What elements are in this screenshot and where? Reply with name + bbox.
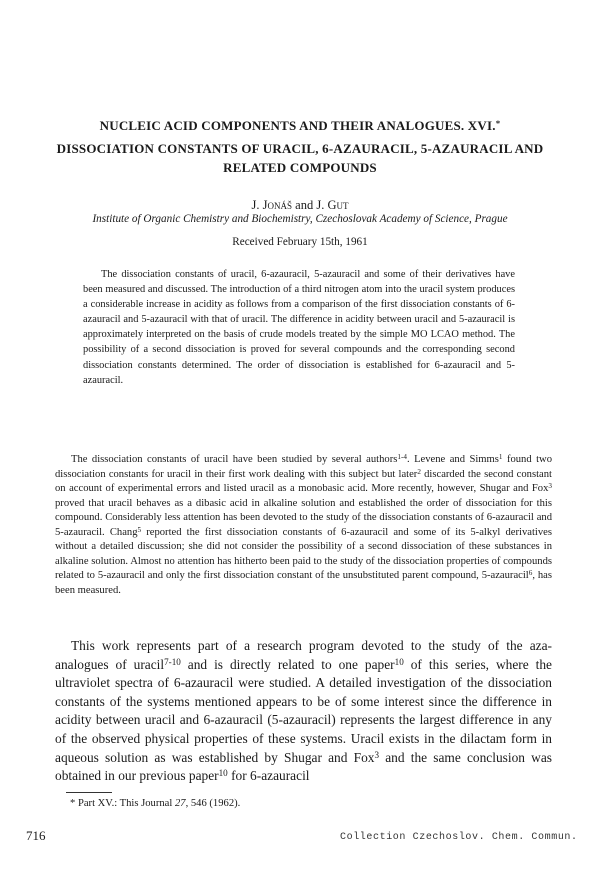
citation: 3 [548, 481, 552, 490]
citation: 1 [498, 452, 503, 461]
article-title-line2: DISSOCIATION CONSTANTS OF URACIL, 6-AZAURACIL, 5-AZAURACIL AND RELATED COMPOUNDS [56, 141, 544, 175]
citation: 10 [218, 768, 228, 779]
title-footnote-mark: * [495, 118, 501, 129]
footnote-volume: 27 [174, 798, 186, 809]
footnote-rule [66, 792, 112, 793]
page-number: 716 [26, 828, 46, 843]
body-paragraph: This work represents part of a research program devoted to the study of the aza-analogues of uracil$^{7-10}$ and is directly related to one paper$^{10}$ of this series, where the ultraviolet spectra of 6-azauracil were studied. A detailed investigation of the dissociation constants of the systems mentioned appears to be of some interest since the difference in acidity between uracil and 6-azauracil (5-azauracil) represents the largest difference in any of the observed physical properties of these systems. Uracil exists in the dilactam form in aqueous solution as was established by Shugar and Fox$^3$ and the same conclusion was obtained in our previous paper$^{10}$ for 6-azauracil [55, 638, 552, 784]
citation: 7-10 [164, 656, 181, 667]
citation: 1-4 [397, 452, 407, 461]
footnote: * Part XV.: This Journal 27, 546 (1962). [70, 798, 241, 809]
citation: 6 [528, 569, 533, 578]
author-conjunction: and [295, 198, 314, 212]
intro-paragraph: The dissociation constants of uracil have been studied by several authors$^{1-4}$. Levene and Simms$^1$ found two dissociation constants for uracil in their first work dealing with this subject but later$^2$ discarded the second constant on account of experimental errors and listed uracil as a monobasic acid. More recently, however, Shugar and Fox$^3$ proved that uracil behaves as a dibasic acid in alkaline solution and established the order of dissociation for this compound. Considerably less attention has been devoted to the study of the dissociation constants of 6-azauracil and 5-azauracil. Chang$^5$ reported the first dissociation constants of 6-azauracil and some of its 5-alkyl derivatives without a detailed discussion; she did not consider the possibility of a second dissociation of these substances in alkaline solution. Almost no attention has hitherto been paid to the study of the dissociation properties of compounds related to 5-azauracil and only the first dissociation constant of the unsubstituted parent compound, 5-azauracil$^6$, has been measured. [55, 452, 553, 596]
affiliation: Institute of Organic Chemistry and Biochemistry, Czechoslovak Academy of Science, Prague [92, 213, 508, 225]
running-footer: Collection Czechoslov. Chem. Commun. [340, 832, 578, 843]
citation: 2 [417, 467, 421, 476]
citation: 3 [374, 749, 380, 760]
abstract: The dissociation constants of uracil, 6-azauracil, 5-azauracil and some of their derivatives have been measured and discussed. The introduction of a third nitrogen atom into the uracil system produces a considerable increase in acidity as follows from a comparison of the first dissociation constants of 6-azauracil and 5-azauracil with that of uracil. The difference in acidity between uracil and 5-azauracil is approximately interpreted on the basis of crude models treated by the simple MO LCAO method. The possibility of a second dissociation is proved for several compounds and the corresponding second dissociation constants determined. The order of dissociation is established for 6-azauracil and 5-azauracil. [83, 269, 515, 386]
footnote-mark: * [70, 798, 76, 809]
received-date: Received February 15th, 1961 [232, 236, 368, 248]
article-title-line1: NUCLEIC ACID COMPONENTS AND THEIR ANALOGUES. XVI.* [99, 118, 501, 133]
author-name: J. Gut [316, 198, 349, 212]
citation: 10 [394, 656, 404, 667]
citation: 5 [137, 525, 142, 534]
author-line [0, 198, 600, 213]
author-name: J. Jonáš [251, 198, 293, 212]
